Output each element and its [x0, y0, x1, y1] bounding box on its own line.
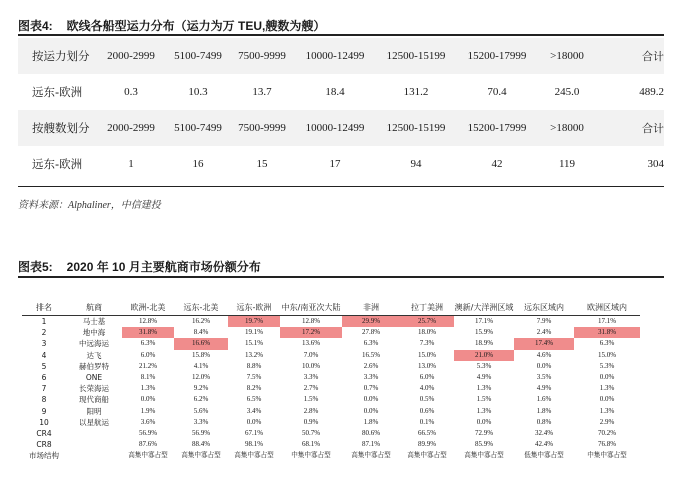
share-cell: 6.3%	[599, 339, 615, 348]
share-cell: 1.5%	[303, 395, 319, 404]
table-row	[22, 350, 640, 361]
share-cell: 6.2%	[193, 395, 209, 404]
share-cell: 2.7%	[303, 384, 319, 393]
share-cell: 0.8%	[536, 417, 552, 426]
share-cell: 87.6%	[138, 440, 158, 449]
table-cell: 5100-7499	[166, 38, 230, 74]
share-cell: 0.0%	[363, 395, 379, 404]
share-cell: 32.4%	[534, 428, 554, 437]
table-row	[18, 38, 664, 74]
share-cell: 9.2%	[193, 384, 209, 393]
rank-cell: CR8	[36, 440, 52, 450]
share-cell: 1.5%	[476, 395, 492, 404]
share-cell: 21.2%	[138, 361, 158, 370]
share-cell: 5.3%	[599, 361, 615, 370]
rank-cell: 6	[41, 373, 47, 383]
rank-cell: 10	[39, 417, 49, 427]
row-header: 远东-欧洲	[32, 85, 83, 99]
table-row	[22, 394, 640, 405]
share-cell: 1.9%	[140, 406, 156, 415]
share-cell: 50.7%	[301, 428, 321, 437]
share-cell: 1.6%	[536, 395, 552, 404]
share-cell: 25.7%	[400, 316, 454, 328]
rank-cell: 3	[41, 339, 47, 349]
share-cell: 21.0%	[454, 350, 514, 361]
carrier-cell	[66, 450, 122, 461]
share-cell: 0.7%	[363, 384, 379, 393]
share-cell: 80.6%	[361, 428, 381, 437]
table-row	[22, 417, 640, 428]
table-cell: 16	[192, 158, 204, 170]
figure4-bottom-rule	[18, 186, 664, 187]
table-cell: 10000-12499	[294, 110, 376, 146]
share-cell: 2.4%	[536, 328, 552, 337]
column-header: 欧洲-北美	[122, 300, 174, 316]
share-cell: 10.0%	[301, 361, 321, 370]
share-cell: 1.3%	[599, 406, 615, 415]
table-cell: 13.7	[252, 86, 272, 98]
share-cell: 56.9%	[138, 428, 158, 437]
share-cell: 3.3%	[303, 373, 319, 382]
share-cell: 中集中寡占型	[291, 451, 331, 460]
share-cell: 6.3%	[140, 339, 156, 348]
rank-cell: 9	[41, 406, 47, 416]
table-row	[22, 439, 640, 450]
rank-cell: CR4	[36, 428, 52, 438]
share-cell: 8.8%	[246, 361, 262, 370]
table-row	[22, 372, 640, 383]
share-cell: 3.6%	[140, 417, 156, 426]
table-row	[18, 146, 664, 182]
table-cell: 2000-2999	[96, 110, 166, 146]
share-cell: 6.0%	[419, 373, 435, 382]
share-cell: 3.3%	[193, 417, 209, 426]
share-cell: 0.0%	[476, 417, 492, 426]
table-row	[22, 338, 640, 349]
share-cell: 1.8%	[363, 417, 379, 426]
table-cell: 12500-15199	[376, 38, 456, 74]
share-cell: 0.1%	[419, 417, 435, 426]
column-header: 澳新/大洋洲区域	[454, 300, 514, 316]
share-cell: 15.8%	[191, 350, 211, 359]
share-cell: 18.0%	[417, 328, 437, 337]
table-cell: 2000-2999	[96, 38, 166, 74]
rank-cell: 市场结构	[29, 451, 59, 461]
share-cell: 4.0%	[419, 384, 435, 393]
share-cell: 15.0%	[597, 350, 617, 359]
share-cell: 0.0%	[363, 406, 379, 415]
share-cell: 19.1%	[244, 328, 264, 337]
share-cell: 17.1%	[474, 317, 494, 326]
share-cell: 1.3%	[140, 384, 156, 393]
share-cell: 70.2%	[597, 428, 617, 437]
row-header: 按运力划分	[18, 38, 96, 74]
share-cell: 0.6%	[419, 406, 435, 415]
table-cell: 17	[329, 158, 341, 170]
share-cell: 2.6%	[363, 361, 379, 370]
carrier-cell: 达飞	[86, 350, 102, 360]
share-cell: 0.5%	[419, 395, 435, 404]
share-cell: 17.1%	[597, 317, 617, 326]
share-cell: 0.0%	[246, 417, 262, 426]
rank-cell: 1	[41, 317, 47, 327]
column-header: 欧洲区域内	[574, 300, 640, 316]
header-row	[22, 300, 640, 316]
share-cell: 0.0%	[599, 395, 615, 404]
table-cell: 18.4	[325, 86, 345, 98]
share-cell: 12.8%	[301, 317, 321, 326]
column-header: 远东-欧洲	[228, 300, 280, 316]
share-cell: 3.3%	[363, 373, 379, 382]
table-cell: 1	[128, 158, 134, 170]
share-cell: 13.0%	[417, 361, 437, 370]
market-share-table	[22, 300, 640, 461]
column-header: 排名	[22, 300, 66, 316]
figure4-title	[18, 17, 325, 34]
share-cell: 31.8%	[122, 327, 174, 338]
share-cell: 15.1%	[244, 339, 264, 348]
table-cell: 7500-9999	[230, 110, 294, 146]
table-cell: 119	[558, 158, 576, 170]
table-cell: >18000	[538, 38, 596, 74]
table-cell: 12500-15199	[376, 110, 456, 146]
share-cell: 3.4%	[246, 406, 262, 415]
share-cell: 7.5%	[246, 373, 262, 382]
table-row	[22, 406, 640, 417]
share-cell: 1.3%	[599, 384, 615, 393]
figure4-caption: 欧线各船型运力分布（运力为万 TEU,艘数为艘）	[66, 19, 326, 33]
share-cell: 高集中寡占型	[181, 451, 221, 460]
table-cell: 94	[410, 158, 422, 170]
share-cell: 98.1%	[244, 440, 264, 449]
column-header: 拉丁美洲	[400, 300, 454, 316]
rank-cell: 5	[41, 361, 47, 371]
share-cell: 6.0%	[140, 350, 156, 359]
table-cell: 131.2	[403, 86, 429, 98]
table-cell: >18000	[538, 110, 596, 146]
figure4-top-rule	[18, 34, 664, 36]
share-cell: 7.3%	[419, 339, 435, 348]
share-cell: 19.7%	[228, 316, 280, 328]
table-cell: 7500-9999	[230, 38, 294, 74]
carrier-cell: 赫伯罗特	[79, 361, 109, 371]
share-cell: 0.0%	[140, 395, 156, 404]
table-row	[22, 361, 640, 372]
table-cell: 合计	[596, 110, 664, 146]
fleet-capacity-table	[18, 38, 664, 182]
share-cell: 1.8%	[536, 406, 552, 415]
table-row	[22, 450, 640, 461]
share-cell: 29.9%	[342, 316, 400, 328]
column-header: 航商	[66, 300, 122, 316]
carrier-cell: 中远海运	[79, 339, 109, 349]
share-cell: 88.4%	[191, 440, 211, 449]
share-cell: 8.1%	[140, 373, 156, 382]
share-cell: 1.3%	[476, 384, 492, 393]
share-cell: 7.9%	[536, 317, 552, 326]
share-cell: 低集中寡占型	[524, 451, 564, 460]
table-row	[22, 327, 640, 338]
row-header: 远东-欧洲	[32, 157, 83, 171]
table-cell: 15	[256, 158, 268, 170]
carrier-cell: 地中海	[82, 328, 106, 338]
table-row	[22, 316, 640, 328]
share-cell: 4.9%	[536, 384, 552, 393]
column-header: 非洲	[342, 300, 400, 316]
share-cell: 13.6%	[301, 339, 321, 348]
share-cell: 高集中寡占型	[464, 451, 504, 460]
carrier-cell: 以星航运	[79, 417, 109, 427]
figure5-title	[18, 258, 261, 275]
table-cell: 合计	[596, 38, 664, 74]
share-cell: 8.2%	[246, 384, 262, 393]
share-cell: 15.0%	[417, 350, 437, 359]
share-cell: 0.0%	[599, 373, 615, 382]
table-cell: 489.2	[639, 86, 664, 98]
share-cell: 76.8%	[597, 440, 617, 449]
share-cell: 中集中寡占型	[587, 451, 627, 460]
share-cell: 27.8%	[361, 328, 381, 337]
share-cell: 68.1%	[301, 440, 321, 449]
column-header: 远东-北美	[174, 300, 228, 316]
share-cell: 87.1%	[361, 440, 381, 449]
figure5-top-rule	[18, 276, 664, 278]
source-note: 资料来源：Alphaliner，中信建投	[18, 200, 161, 211]
table-row	[18, 110, 664, 146]
share-cell: 高集中寡占型	[128, 451, 168, 460]
share-cell: 8.4%	[193, 328, 209, 337]
share-cell: 16.6%	[174, 338, 228, 349]
share-cell: 高集中寡占型	[234, 451, 274, 460]
share-cell: 5.3%	[476, 361, 492, 370]
table-cell: 42	[491, 158, 503, 170]
share-cell: 18.9%	[474, 339, 494, 348]
carrier-cell: 现代商船	[79, 395, 109, 405]
table-cell: 10000-12499	[294, 38, 376, 74]
share-cell: 4.6%	[536, 350, 552, 359]
share-cell: 高集中寡占型	[351, 451, 391, 460]
carrier-cell: 马士基	[82, 317, 106, 327]
carrier-cell: ONE	[85, 373, 103, 383]
share-cell: 5.6%	[193, 406, 209, 415]
share-cell: 89.9%	[417, 440, 437, 449]
share-cell: 15.9%	[474, 328, 494, 337]
table-cell: 245.0	[554, 86, 580, 98]
share-cell: 1.3%	[476, 406, 492, 415]
share-cell: 6.3%	[363, 339, 379, 348]
share-cell: 12.8%	[138, 317, 158, 326]
rank-cell: 8	[41, 395, 47, 405]
row-header: 按艘数划分	[18, 110, 96, 146]
table-cell: 0.3	[124, 86, 138, 98]
table-row	[18, 74, 664, 110]
table-cell: 5100-7499	[166, 110, 230, 146]
share-cell: 4.1%	[193, 361, 209, 370]
rank-cell: 4	[41, 350, 47, 360]
carrier-cell	[66, 439, 122, 450]
share-cell: 16.5%	[361, 350, 381, 359]
share-cell: 67.1%	[244, 428, 264, 437]
figure4-label: 图表4:	[18, 19, 53, 33]
column-header: 中东/南亚次大陆	[280, 300, 342, 316]
share-cell: 42.4%	[534, 440, 554, 449]
share-cell: 17.2%	[280, 327, 342, 338]
table-cell: 10.3	[188, 86, 208, 98]
share-cell: 4.9%	[476, 373, 492, 382]
share-cell: 17.4%	[514, 338, 574, 349]
share-cell: 12.0%	[191, 373, 211, 382]
share-cell: 高集中寡占型	[407, 451, 447, 460]
share-cell: 7.0%	[303, 350, 319, 359]
table-cell: 15200-17999	[456, 38, 538, 74]
figure5-caption: 2020 年 10 月主要航商市场份额分布	[66, 260, 261, 274]
share-cell: 16.2%	[191, 317, 211, 326]
figure5-label: 图表5:	[18, 260, 53, 274]
share-cell: 13.2%	[244, 350, 264, 359]
share-cell: 2.8%	[303, 406, 319, 415]
carrier-cell	[66, 428, 122, 439]
column-header: 远东区域内	[514, 300, 574, 316]
share-cell: 3.5%	[536, 373, 552, 382]
rank-cell: 7	[41, 384, 47, 394]
table-row	[22, 428, 640, 439]
table-cell: 15200-17999	[456, 110, 538, 146]
rank-cell: 2	[41, 328, 47, 338]
share-cell: 31.8%	[574, 327, 640, 338]
carrier-cell: 阳明	[86, 406, 102, 416]
table-row	[22, 383, 640, 394]
table-cell: 304	[647, 158, 664, 170]
share-cell: 56.9%	[191, 428, 211, 437]
share-cell: 66.5%	[417, 428, 437, 437]
carrier-cell: 长荣海运	[79, 384, 109, 394]
share-cell: 85.9%	[474, 440, 494, 449]
share-cell: 6.5%	[246, 395, 262, 404]
share-cell: 2.9%	[599, 417, 615, 426]
share-cell: 72.9%	[474, 428, 494, 437]
table-cell: 70.4	[487, 86, 507, 98]
share-cell: 0.0%	[536, 361, 552, 370]
share-cell: 0.9%	[303, 417, 319, 426]
